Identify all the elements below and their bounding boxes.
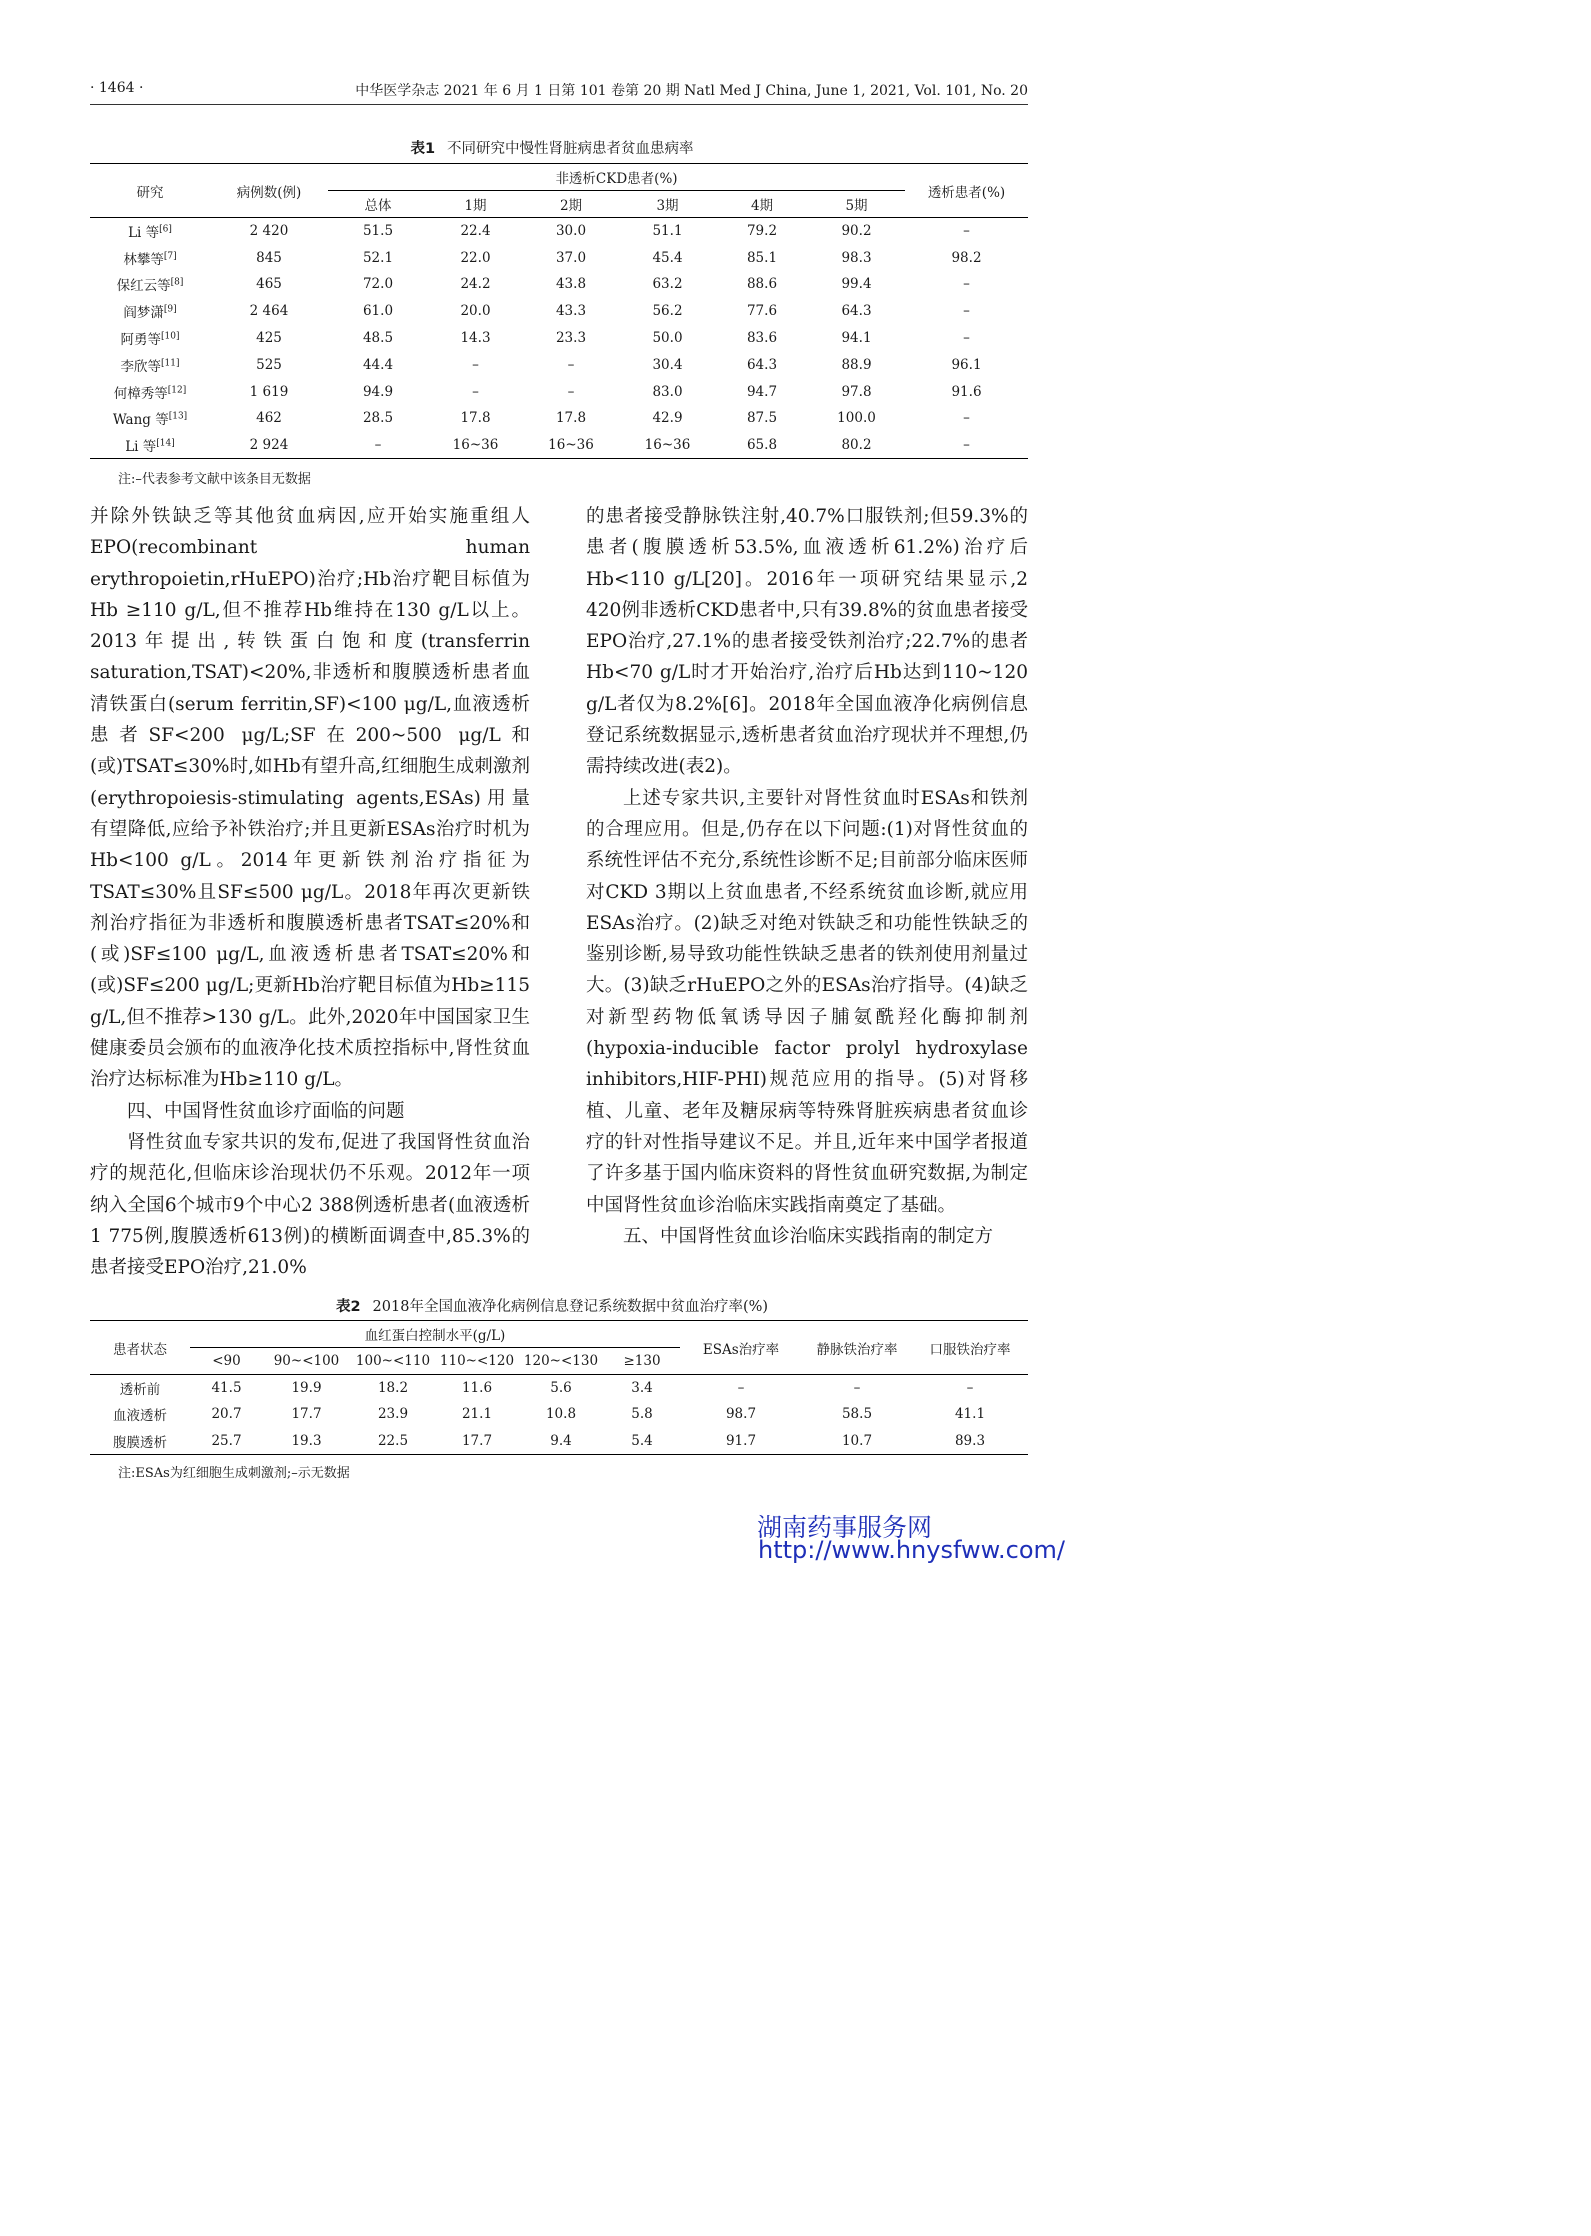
table1-subheader: 2期 bbox=[523, 191, 619, 218]
row-label-text: Li 等 bbox=[125, 439, 157, 456]
row-label bbox=[90, 244, 210, 271]
table-cell: 5.4 bbox=[604, 1428, 680, 1455]
table-cell: 89.3 bbox=[912, 1428, 1028, 1455]
table-cell: 94.1 bbox=[841, 330, 872, 347]
table-cell: 91.7 bbox=[680, 1428, 802, 1455]
table-cell: 10.7 bbox=[802, 1428, 912, 1455]
journal-citation: 中华医学杂志 2021 年 6 月 1 日第 101 卷第 20 期 Natl Med J China, June 1, 2021, Vol. 101, No. 20 bbox=[355, 83, 1028, 99]
table1-subheader: 3期 bbox=[619, 191, 716, 218]
table-cell: 99.4 bbox=[841, 276, 872, 293]
table-row bbox=[90, 298, 1028, 325]
row-label bbox=[90, 405, 210, 432]
table-cell: 98.7 bbox=[725, 1406, 757, 1423]
table-cell: 22.4 bbox=[460, 223, 491, 240]
table-cell: 58.5 bbox=[841, 1406, 873, 1423]
table-cell: 16~36 bbox=[619, 432, 716, 459]
paragraph: 上述专家共识,主要针对肾性贫血时ESAs和铁剂的合理应用。但是,仍存在以下问题:(1)对肾性贫血的系统性评估不充分,系统性诊断不足;目前部分临床医师对CKD 3期以上贫血患者,不经系统贫血诊断,就应用ESAs治疗。(2)缺乏对绝对铁缺乏和功能性铁缺乏的鉴别诊断,易导致功能性铁缺乏患者的铁剂使用剂量过大。(3)缺乏rHuEPO之外的ESAs治疗指导。(4)缺乏对新型药物低氧诱导因子脯氨酰羟化酶抑制剂(hypoxia-inducible factor prolyl hydroxylase inhibitors,HIF-PHI)规范应用的指导。(5)对肾移植、儿童、老年及糖尿病等特殊肾脏疾病患者贫血诊疗的针对性指导建议不足。并且,近年来中国学者报道了许多基于国内临床资料的肾性贫血研究数据,为制定中国肾性贫血诊治临床实践指南奠定了基础。 bbox=[586, 787, 1028, 1216]
table-cell: 96.1 bbox=[951, 356, 982, 373]
table-row bbox=[90, 325, 1028, 352]
row-label bbox=[90, 271, 210, 298]
table-cell: – bbox=[328, 432, 428, 459]
table2-label: 表2 bbox=[335, 1299, 361, 1315]
row-label-text: 何樟秀等 bbox=[113, 385, 168, 402]
table-cell: 3.4 bbox=[631, 1380, 653, 1396]
table-cell: – bbox=[567, 356, 575, 373]
table-row bbox=[90, 271, 1028, 298]
table2 bbox=[90, 1320, 1028, 1455]
watermark-url[interactable]: http://www.hnysfww.com/ bbox=[758, 1536, 1066, 1564]
table-cell: 94.7 bbox=[746, 383, 778, 400]
table-cell: 10.8 bbox=[545, 1406, 577, 1423]
table-cell: 2 924 bbox=[210, 432, 328, 459]
row-label-text: 血液透析 bbox=[113, 1408, 167, 1425]
table1-header-study: 研究 bbox=[90, 164, 210, 218]
table-cell: 19.3 bbox=[263, 1428, 350, 1455]
row-label-text: 阎梦潇 bbox=[123, 305, 164, 322]
table2-subheader: <90 bbox=[190, 1348, 263, 1375]
table-cell: 90.2 bbox=[841, 223, 872, 240]
table-cell: 52.1 bbox=[362, 249, 394, 266]
table-cell: 20.0 bbox=[460, 303, 491, 320]
table-cell: 23.9 bbox=[377, 1406, 409, 1423]
table-cell: 41.1 bbox=[954, 1406, 986, 1423]
table-cell: 16~36 bbox=[523, 432, 619, 459]
row-label bbox=[90, 432, 210, 459]
table-cell: – bbox=[567, 383, 575, 400]
table-cell: 85.1 bbox=[746, 249, 778, 266]
table-cell: 41.5 bbox=[211, 1380, 242, 1396]
table-cell: 5.6 bbox=[550, 1380, 572, 1396]
table-cell: 91.6 bbox=[951, 383, 982, 400]
table-cell: 43.8 bbox=[555, 276, 587, 293]
table1-subheader: 总体 bbox=[328, 191, 428, 218]
table-cell: 23.3 bbox=[555, 330, 587, 347]
table-cell: 97.8 bbox=[841, 383, 872, 400]
watermark-name: 湖南药事服务网 bbox=[757, 1513, 933, 1542]
table-cell: 19.9 bbox=[291, 1380, 322, 1396]
row-label bbox=[90, 298, 210, 325]
table-cell: 44.4 bbox=[362, 356, 394, 373]
table-row bbox=[90, 244, 1028, 271]
table-cell: 65.8 bbox=[716, 432, 808, 459]
table-cell: – bbox=[905, 432, 1028, 459]
row-label bbox=[90, 1375, 190, 1402]
table-row bbox=[90, 1375, 1028, 1402]
table-cell: 21.1 bbox=[461, 1406, 493, 1423]
table-row bbox=[90, 1401, 1028, 1428]
table-cell: 83.6 bbox=[746, 330, 778, 347]
table-cell: 30.0 bbox=[555, 223, 587, 240]
table1-note: 注:–代表参考文献中该条目无数据 bbox=[118, 472, 311, 487]
row-label-text: 腹膜透析 bbox=[113, 1434, 167, 1451]
table1-subheader: 1期 bbox=[428, 191, 523, 218]
table-cell: 51.5 bbox=[362, 223, 394, 240]
paragraph: 肾性贫血专家共识的发布,促进了我国肾性贫血治疗的规范化,但临床诊治现状仍不乐观。2012年一项纳入全国6个城市9个中心2 388例透析患者(血液透析1 775例,腹膜透析613例)的横断面调查中,85.3%的患者接受EPO治疗,21.0% bbox=[90, 1131, 530, 1279]
table-cell: 98.3 bbox=[841, 249, 872, 266]
reference-superscript: [13] bbox=[168, 411, 188, 422]
table1-label: 表1 bbox=[410, 141, 436, 157]
page-number: · 1464 · bbox=[90, 80, 144, 96]
table-cell: 87.5 bbox=[746, 410, 778, 427]
paragraph: 并除外铁缺乏等其他贫血病因,应开始实施重组人EPO(recombinant human erythropoietin,rHuEPO)治疗;Hb治疗靶目标值为 Hb ≥110 g/L,但不推荐Hb维持在130 g/L以上。2013年提出,转铁蛋白饱和度(transferrin saturation,TSAT)<20%,非透析和腹膜透析患者血清铁蛋白(serum ferritin,SF)<100 μg/L,血液透析患者SF<200 μg/L;SF在200~500 μg/L和(或)TSAT≤30%时,如Hb有望升高,红细胞生成刺激剂(erythropoiesis-stimulating agents,ESAs)用量有望降低,应给予补铁治疗;并且更新ESAs治疗时机为Hb<100 g/L。2014年更新铁剂治疗指征为TSAT≤30%且SF≤500 μg/L。2018年再次更新铁剂治疗指征为非透析和腹膜透析患者TSAT≤20%和(或)SF≤100 μg/L,血液透析患者TSAT≤20%和(或)SF≤200 μg/L;更新Hb治疗靶目标值为Hb≥115 g/L,但不推荐>130 g/L。此外,2020年中国国家卫生健康委员会颁布的血液净化技术质控指标中,肾性贫血治疗达标标准为Hb≥110 g/L。 bbox=[90, 506, 530, 1091]
table-cell: 465 bbox=[256, 276, 282, 293]
running-header bbox=[90, 80, 1028, 104]
row-label bbox=[90, 378, 210, 405]
table-row bbox=[90, 218, 1028, 245]
row-label-text: 透析前 bbox=[119, 1382, 161, 1398]
left-column bbox=[90, 501, 530, 1283]
table-cell: 37.0 bbox=[555, 249, 587, 266]
table-cell: 22.0 bbox=[460, 249, 491, 266]
table-cell: 94.9 bbox=[362, 383, 394, 400]
table2-header-oral: 口服铁治疗率 bbox=[912, 1321, 1028, 1375]
table-cell: 88.6 bbox=[746, 276, 778, 293]
table2-header-esa: ESAs治疗率 bbox=[680, 1321, 802, 1375]
table2-subheader: 120~<130 bbox=[518, 1348, 604, 1375]
table-cell: 17.7 bbox=[436, 1428, 518, 1455]
row-label bbox=[90, 351, 210, 378]
table-cell: 17.8 bbox=[460, 410, 491, 427]
row-label bbox=[90, 218, 210, 245]
table-row bbox=[90, 405, 1028, 432]
table-cell: 16~36 bbox=[428, 432, 523, 459]
table-cell: 25.7 bbox=[190, 1428, 263, 1455]
table-cell: 28.5 bbox=[362, 410, 394, 427]
table-cell: – bbox=[963, 223, 970, 240]
table2-subheader: 90~<100 bbox=[263, 1348, 350, 1375]
table-cell: 11.6 bbox=[461, 1380, 493, 1396]
table-cell: 83.0 bbox=[652, 383, 683, 400]
table-cell: – bbox=[963, 276, 970, 293]
table-cell: 77.6 bbox=[746, 303, 778, 320]
table-cell: – bbox=[472, 356, 479, 373]
table-cell: 5.8 bbox=[631, 1406, 653, 1423]
table2-subheader: 110~<120 bbox=[436, 1348, 518, 1375]
table-cell: 17.7 bbox=[291, 1406, 322, 1423]
reference-superscript: [8] bbox=[170, 277, 184, 288]
row-label-text: 阿勇等 bbox=[120, 332, 161, 349]
table-cell: 42.9 bbox=[652, 410, 683, 427]
table-cell: 17.8 bbox=[555, 410, 587, 427]
table-cell: 64.3 bbox=[841, 303, 872, 320]
table1-subheader: 4期 bbox=[716, 191, 808, 218]
table2-note: 注:ESAs为红细胞生成刺激剂;–示无数据 bbox=[118, 1466, 350, 1481]
table1-title: 不同研究中慢性肾脏病患者贫血患病率 bbox=[447, 141, 694, 157]
table1-subheader: 5期 bbox=[808, 191, 905, 218]
table-cell: 22.5 bbox=[350, 1428, 436, 1455]
row-label-text: 保红云等 bbox=[116, 278, 171, 295]
row-label bbox=[90, 1428, 190, 1455]
table-cell: – bbox=[472, 383, 479, 400]
table2-title: 2018年全国血液净化病例信息登记系统数据中贫血治疗率(%) bbox=[372, 1299, 769, 1315]
table-cell: 2 464 bbox=[249, 303, 289, 320]
table2-subheader: 100~<110 bbox=[350, 1348, 436, 1375]
table-cell: 100.0 bbox=[837, 410, 876, 427]
row-label-text: Wang 等 bbox=[112, 412, 169, 429]
reference-superscript: [11] bbox=[161, 358, 180, 369]
table-row bbox=[90, 1428, 1028, 1455]
table-cell: 2 420 bbox=[249, 223, 289, 240]
table1-caption bbox=[0, 137, 1104, 158]
table-cell: 88.9 bbox=[841, 356, 872, 373]
reference-superscript: [10] bbox=[161, 331, 180, 342]
table-cell: 14.3 bbox=[460, 330, 491, 347]
section-heading: 四、中国肾性贫血诊疗面临的问题 bbox=[127, 1100, 405, 1122]
table-cell: – bbox=[966, 1380, 974, 1396]
table2-subheader: ≥130 bbox=[604, 1348, 680, 1375]
table-cell: 48.5 bbox=[362, 330, 394, 347]
table1 bbox=[90, 163, 1028, 459]
table-cell: 45.4 bbox=[652, 249, 683, 266]
table-cell: 425 bbox=[256, 330, 282, 347]
table-cell: 79.2 bbox=[746, 223, 778, 240]
table-cell: 1 619 bbox=[249, 383, 289, 400]
table-cell: – bbox=[737, 1380, 745, 1396]
row-label bbox=[90, 325, 210, 352]
row-label-text: 李欣等 bbox=[120, 358, 161, 375]
table-cell: 51.1 bbox=[652, 223, 683, 240]
reference-superscript: [9] bbox=[163, 304, 177, 315]
table-cell: 72.0 bbox=[362, 276, 394, 293]
table-cell: 525 bbox=[256, 356, 282, 373]
table-cell: 18.2 bbox=[377, 1380, 409, 1396]
table-cell: 30.4 bbox=[652, 356, 683, 373]
table2-caption bbox=[0, 1295, 1104, 1316]
row-label bbox=[90, 1401, 190, 1428]
table-cell: 63.2 bbox=[652, 276, 683, 293]
table-cell: 845 bbox=[256, 249, 282, 266]
table-cell: 24.2 bbox=[460, 276, 491, 293]
table-cell: 50.0 bbox=[652, 330, 683, 347]
table-cell: 9.4 bbox=[518, 1428, 604, 1455]
row-label-text: 林攀等 bbox=[123, 251, 164, 268]
table2-header-iv: 静脉铁治疗率 bbox=[802, 1321, 912, 1375]
reference-superscript: [7] bbox=[163, 251, 177, 262]
table-row bbox=[90, 432, 1028, 459]
right-column bbox=[586, 501, 1028, 1252]
table1-header-cases: 病例数(例) bbox=[210, 164, 328, 218]
paragraph: 的患者接受静脉铁注射,40.7%口服铁剂;但59.3%的患者(腹膜透析53.5%,血液透析61.2%)治疗后Hb<110 g/L[20]。2016年一项研究结果显示,2 420例非透析CKD患者中,只有39.8%的贫血患者接受EPO治疗,27.1%的患者接受铁剂治疗;22.7%的患者Hb<70 g/L时才开始治疗,治疗后Hb达到110~120 g/L者仅为8.2%[6]。2018年全国血液净化病例信息登记系统数据显示,透析患者贫血治疗现状并不理想,仍需持续改进(表2)。 bbox=[586, 506, 1028, 778]
table-cell: – bbox=[963, 410, 970, 427]
reference-superscript: [14] bbox=[156, 438, 175, 449]
table-row bbox=[90, 378, 1028, 405]
table-cell: 462 bbox=[256, 410, 282, 427]
table-cell: 43.3 bbox=[555, 303, 587, 320]
table-cell: 98.2 bbox=[951, 249, 982, 266]
table-cell: 61.0 bbox=[362, 303, 394, 320]
section-heading: 五、中国肾性贫血诊治临床实践指南的制定方 bbox=[623, 1225, 994, 1247]
table-cell: – bbox=[963, 303, 970, 320]
reference-superscript: [6] bbox=[159, 224, 172, 235]
table-cell: 20.7 bbox=[211, 1406, 242, 1423]
table-cell: 56.2 bbox=[652, 303, 683, 320]
table1-header-nondialysis: 非透析CKD患者(%) bbox=[328, 164, 905, 191]
table-cell: – bbox=[853, 1380, 861, 1396]
table-row bbox=[90, 351, 1028, 378]
header-rule bbox=[90, 104, 1028, 105]
table2-header-status: 患者状态 bbox=[90, 1321, 190, 1375]
table2-header-hb: 血红蛋白控制水平(g/L) bbox=[190, 1321, 680, 1348]
table-cell: 64.3 bbox=[746, 356, 778, 373]
table-cell: – bbox=[963, 330, 970, 347]
row-label-text: Li 等 bbox=[128, 225, 160, 242]
table1-header-dialysis: 透析患者(%) bbox=[905, 164, 1028, 218]
table-cell: 80.2 bbox=[808, 432, 905, 459]
reference-superscript: [12] bbox=[167, 385, 187, 396]
